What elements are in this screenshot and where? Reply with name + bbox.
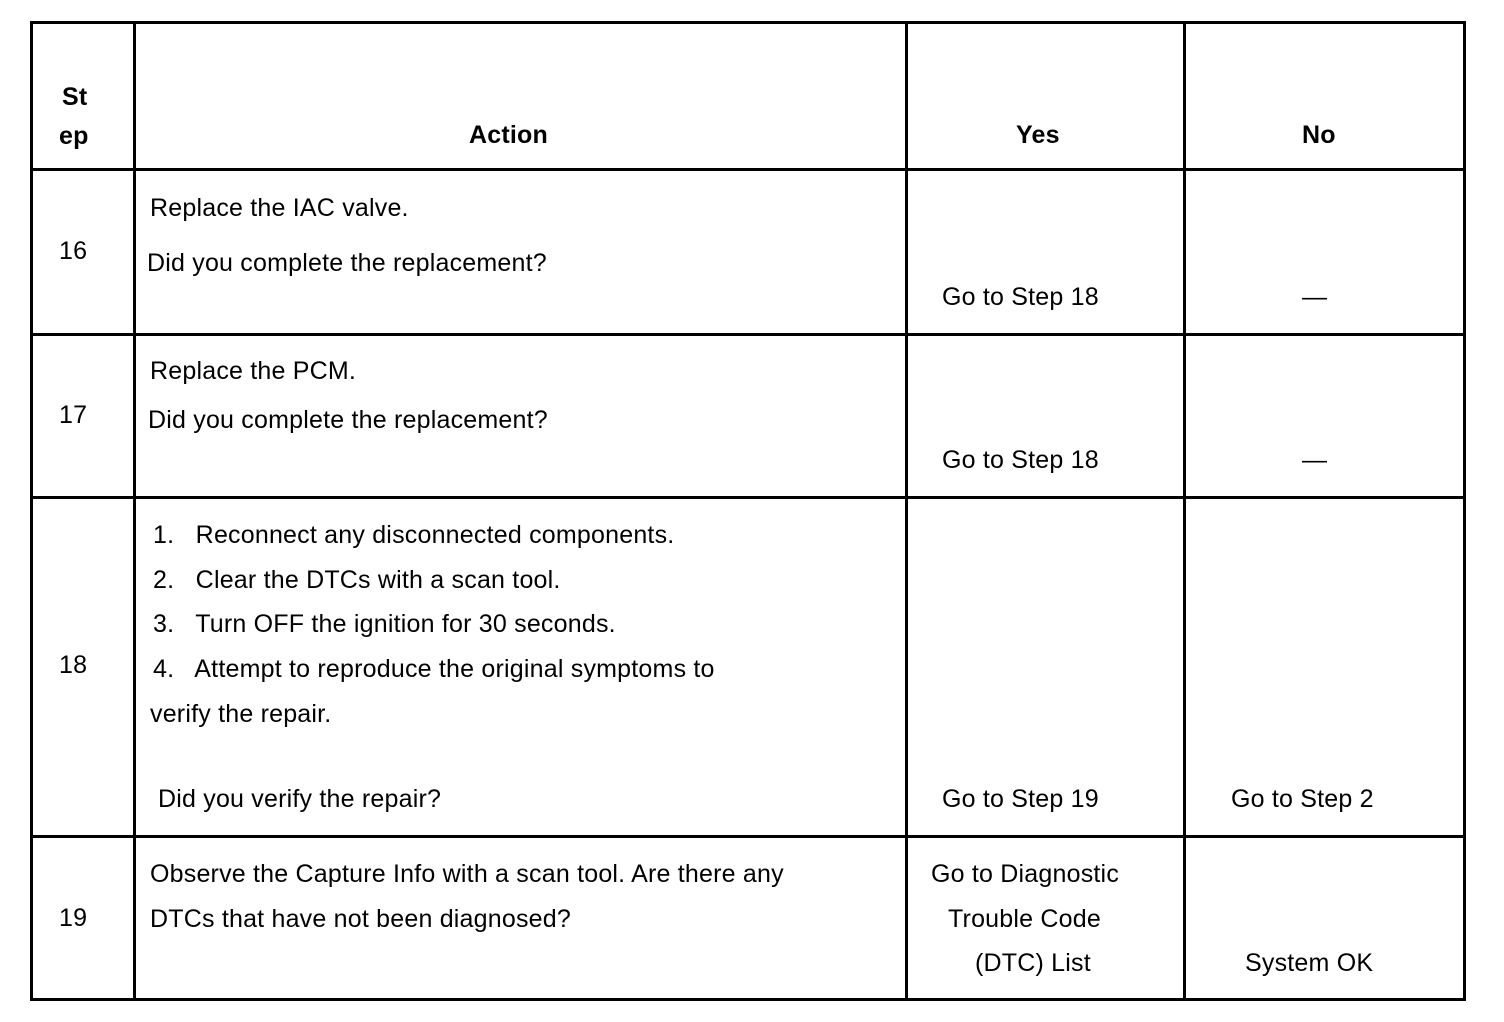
- action-list-item: 3. Turn OFF the ignition for 30 seconds.: [153, 610, 616, 638]
- row-divider: [33, 835, 1463, 838]
- action-question: Did you verify the repair?: [158, 785, 442, 813]
- row-divider: [33, 168, 1463, 171]
- no-result: —: [1302, 283, 1328, 311]
- action-list-item: 2. Clear the DTCs with a scan tool.: [153, 566, 561, 594]
- step-number: 19: [59, 904, 88, 932]
- step-number: 18: [59, 651, 88, 679]
- action-text: Observe the Capture Info with a scan tool. Are there any: [150, 860, 784, 888]
- no-result: Go to Step 2: [1231, 785, 1374, 813]
- no-result: System OK: [1245, 949, 1374, 977]
- yes-result: Go to Diagnostic: [931, 860, 1120, 888]
- yes-result: Go to Step 18: [942, 446, 1099, 474]
- yes-result: (DTC) List: [975, 949, 1091, 977]
- no-result: —: [1302, 446, 1328, 474]
- action-text: Replace the IAC valve.: [150, 194, 409, 222]
- action-text: DTCs that have not been diagnosed?: [150, 905, 571, 933]
- header-step-line1: St: [62, 83, 88, 111]
- yes-result: Trouble Code: [948, 905, 1101, 933]
- header-action: Action: [469, 121, 548, 149]
- yes-result: Go to Step 18: [942, 283, 1099, 311]
- header-step-line2: ep: [59, 122, 89, 150]
- row-divider: [33, 496, 1463, 499]
- header-yes: Yes: [1016, 121, 1060, 149]
- diagnostic-table: [30, 21, 1466, 1001]
- action-question: Did you complete the replacement?: [148, 406, 548, 434]
- action-list-item: 1. Reconnect any disconnected components.: [153, 521, 675, 549]
- action-text: Replace the PCM.: [150, 357, 357, 385]
- step-number: 17: [59, 401, 88, 429]
- header-no: No: [1302, 121, 1336, 149]
- row-divider: [33, 333, 1463, 336]
- step-number: 16: [59, 237, 88, 265]
- action-list-item: 4. Attempt to reproduce the original symptoms to: [153, 655, 715, 683]
- action-question: Did you complete the replacement?: [147, 249, 547, 277]
- action-list-item-continued: verify the repair.: [150, 700, 332, 728]
- yes-result: Go to Step 19: [942, 785, 1099, 813]
